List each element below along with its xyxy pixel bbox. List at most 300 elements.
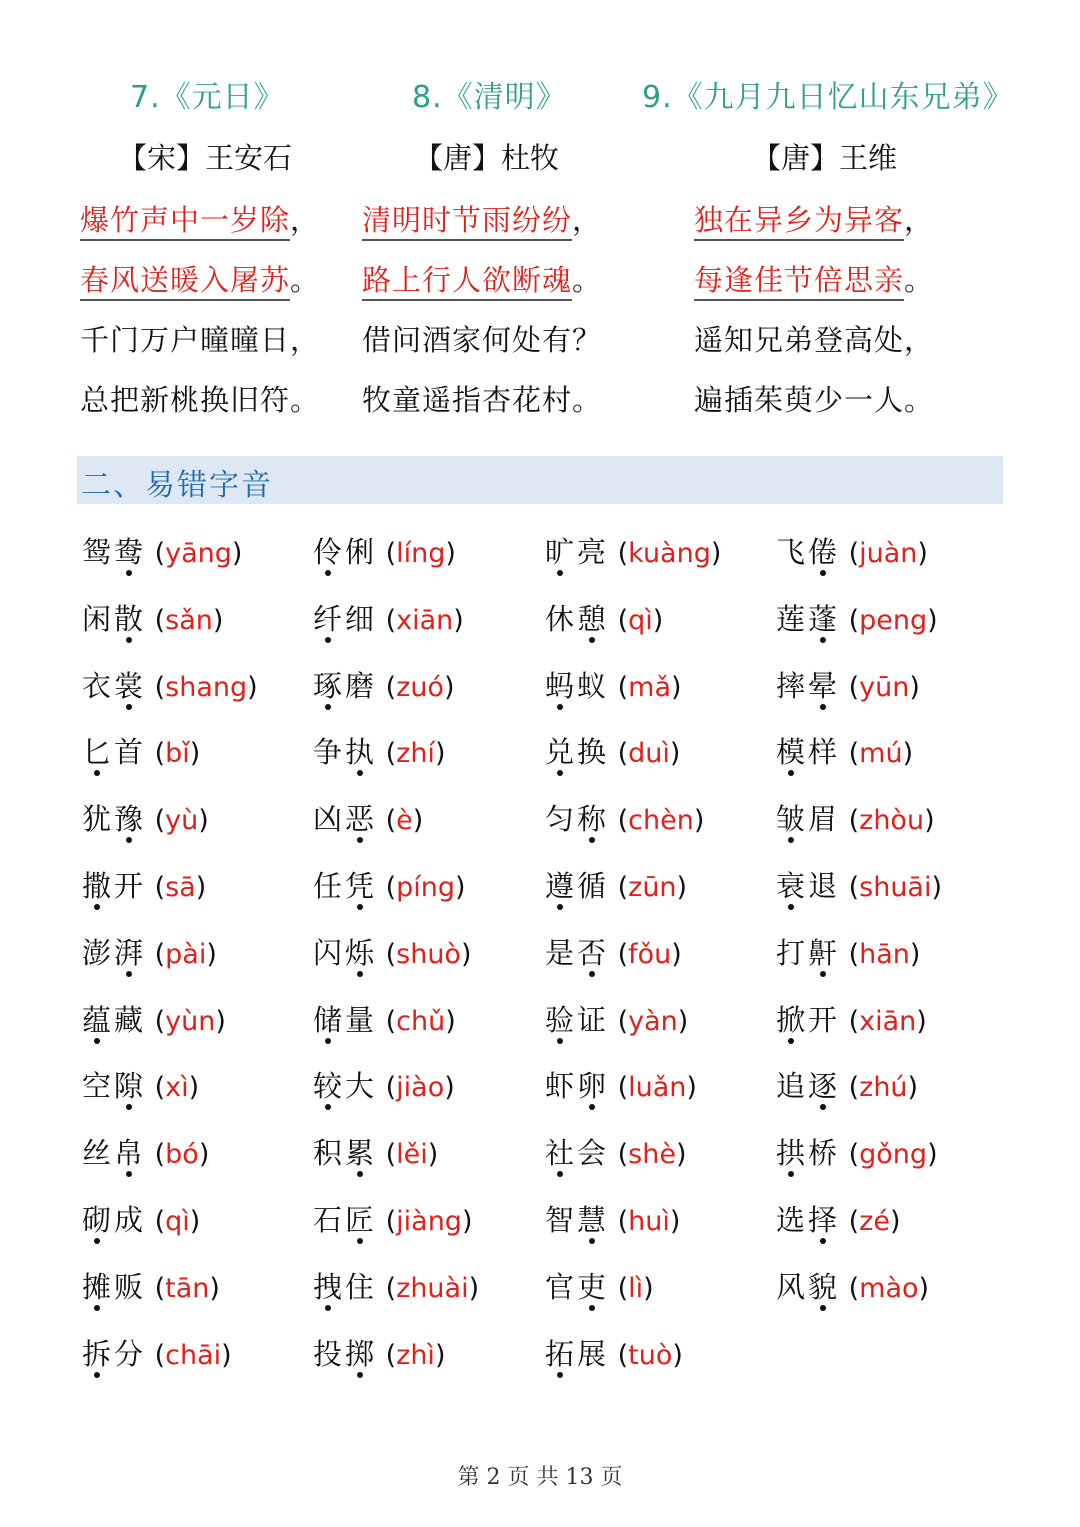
paren-open: (	[146, 1206, 166, 1237]
emphasis-dot	[557, 1372, 563, 1378]
pinyin: shuāi	[859, 872, 932, 903]
pinyin: sā	[165, 872, 196, 903]
emphasis-dot	[357, 904, 363, 910]
emphasis-dot	[126, 1171, 132, 1177]
emphasis-dot	[557, 1171, 563, 1177]
paren-close: )	[907, 1072, 919, 1103]
paren-close: )	[445, 1006, 456, 1037]
poem-line-punct: 。	[572, 383, 603, 417]
paren-close: )	[443, 672, 455, 703]
paren-close: )	[427, 1139, 439, 1170]
pinyin: tān	[165, 1273, 210, 1304]
paren-open: (	[609, 1072, 629, 1103]
paren-close: )	[918, 1273, 930, 1304]
paren-close: )	[221, 1340, 232, 1371]
emphasis-dot	[589, 1238, 595, 1244]
emphasis-dot	[820, 704, 826, 710]
pinyin: yùn	[165, 1006, 216, 1037]
pinyin: chǔ	[396, 1006, 446, 1037]
poem-line-punct: 。	[572, 263, 603, 297]
emphasis-dot	[589, 1104, 595, 1110]
paren-close: )	[206, 939, 217, 970]
word-chars: 智慧	[545, 1203, 610, 1237]
emphasis-dot	[325, 704, 331, 710]
emphasis-dot	[357, 770, 363, 776]
word-item	[776, 530, 928, 580]
word-chars: 摊贩	[82, 1270, 147, 1304]
paren-open: (	[840, 605, 860, 636]
word-chars: 社会	[545, 1136, 610, 1170]
paren-open: (	[609, 939, 629, 970]
paren-close: )	[677, 1006, 689, 1037]
pinyin: kuàng	[628, 538, 711, 569]
word-item	[313, 530, 456, 580]
word-chars: 匕首	[82, 735, 147, 769]
emphasis-dot	[94, 1372, 100, 1378]
emphasis-dot	[820, 1305, 826, 1311]
paren-close: )	[669, 738, 681, 769]
word-chars: 拽住	[313, 1270, 378, 1304]
poem-line-text: 总把新桃换旧符	[80, 383, 291, 417]
word-item	[545, 730, 680, 780]
word-item	[545, 931, 682, 981]
emphasis-dot	[589, 971, 595, 977]
pinyin: juàn	[859, 538, 918, 569]
word-item	[82, 597, 223, 647]
paren-close: )	[710, 538, 722, 569]
pinyin: bǐ	[165, 738, 190, 769]
word-chars: 伶俐	[313, 535, 378, 569]
paren-open: (	[377, 538, 397, 569]
paren-open: (	[840, 1006, 860, 1037]
poem-line	[694, 378, 934, 419]
poem-author: 【宋】王安石	[118, 141, 293, 175]
pinyin: jiàng	[396, 1206, 462, 1237]
poem-line-highlighted	[362, 258, 602, 299]
word-chars: 莲蓬	[776, 602, 841, 636]
pinyin: xì	[165, 1072, 189, 1103]
pinyin: xiān	[396, 605, 454, 636]
pinyin: shang	[165, 672, 248, 703]
emphasis-dot	[325, 637, 331, 643]
paren-close: )	[902, 738, 914, 769]
emphasis-dot	[357, 971, 363, 977]
word-chars: 兑换	[545, 735, 610, 769]
emphasis-dot	[788, 837, 794, 843]
word-item	[776, 864, 942, 914]
paren-close: )	[924, 805, 935, 836]
word-chars: 任凭	[313, 869, 378, 903]
word-chars: 闪烁	[313, 936, 378, 970]
word-item	[776, 1265, 929, 1315]
paren-open: (	[840, 1072, 860, 1103]
paren-open: (	[146, 738, 166, 769]
poem-line-text: 路上行人欲断魂	[362, 263, 572, 301]
word-chars: 积累	[313, 1136, 378, 1170]
paren-open: (	[609, 1206, 629, 1237]
paren-open: (	[377, 939, 397, 970]
word-item	[313, 998, 456, 1048]
word-item	[776, 1198, 900, 1248]
poem-line-punct: 。	[290, 263, 321, 297]
emphasis-dot	[325, 570, 331, 576]
paren-close: )	[189, 738, 201, 769]
pinyin: zhí	[396, 738, 435, 769]
pinyin: lěi	[396, 1139, 428, 1170]
paren-open: (	[840, 738, 860, 769]
word-item	[82, 931, 217, 981]
paren-open: (	[609, 738, 629, 769]
poem-line-text: 清明时节雨纷纷	[362, 203, 572, 241]
paren-open: (	[609, 1006, 629, 1037]
paren-open: (	[609, 1273, 629, 1304]
paren-open: (	[609, 672, 629, 703]
emphasis-dot	[589, 637, 595, 643]
word-item	[776, 730, 913, 780]
word-item	[313, 864, 466, 914]
poem-line-text: 借问酒家何处有	[362, 323, 573, 357]
pinyin: zhú	[859, 1072, 908, 1103]
paren-close: )	[672, 1340, 683, 1371]
paren-close: )	[460, 939, 472, 970]
poem-line	[80, 318, 320, 359]
emphasis-dot	[557, 570, 563, 576]
pinyin: gǒng	[859, 1139, 928, 1170]
word-chars: 休憩	[545, 602, 610, 636]
poem-author: 【唐】杜牧	[414, 141, 560, 175]
poem-line-punct: 。	[290, 383, 321, 417]
paren-open: (	[377, 805, 397, 836]
word-item	[313, 1332, 445, 1382]
word-item	[313, 597, 464, 647]
paren-close: )	[198, 1139, 210, 1170]
emphasis-dot	[126, 1104, 132, 1110]
emphasis-dot	[557, 770, 563, 776]
pinyin: luǎn	[628, 1072, 687, 1103]
pinyin: è	[396, 805, 413, 836]
word-chars: 打鼾	[776, 936, 841, 970]
pinyin: yù	[165, 805, 199, 836]
emphasis-dot	[126, 971, 132, 977]
paren-close: )	[909, 939, 921, 970]
paren-close: )	[189, 1206, 201, 1237]
word-item	[82, 664, 258, 714]
paren-close: )	[444, 1072, 455, 1103]
word-chars: 官吏	[545, 1270, 610, 1304]
emphasis-dot	[788, 1038, 794, 1044]
word-item	[545, 1198, 680, 1248]
pinyin: sǎn	[165, 605, 213, 636]
paren-close: )	[671, 939, 682, 970]
emphasis-dot	[325, 1038, 331, 1044]
poem-line	[362, 378, 602, 419]
word-chars: 投掷	[313, 1337, 378, 1371]
poem-line-punct: ，	[290, 203, 321, 237]
paren-open: (	[609, 1139, 629, 1170]
paren-open: (	[840, 672, 860, 703]
paren-close: )	[916, 1006, 927, 1037]
paren-close: )	[434, 738, 446, 769]
paren-close: )	[468, 1273, 480, 1304]
word-item	[313, 797, 423, 847]
paren-open: (	[840, 1139, 860, 1170]
word-item	[776, 597, 938, 647]
emphasis-dot	[788, 1171, 794, 1177]
emphasis-dot	[94, 1238, 100, 1244]
pinyin: jiào	[396, 1072, 445, 1103]
word-chars: 追逐	[776, 1069, 841, 1103]
word-item	[545, 664, 682, 714]
word-item	[82, 998, 226, 1048]
word-chars: 拆分	[82, 1337, 147, 1371]
pinyin: mǎ	[628, 672, 671, 703]
page-footer: 第 2 页 共 13 页	[457, 1465, 623, 1490]
paren-open: (	[146, 1006, 166, 1037]
poem-line-highlighted	[362, 198, 602, 239]
poem-line-text: 爆竹声中一岁除	[80, 203, 290, 241]
emphasis-dot	[820, 637, 826, 643]
paren-open: (	[840, 872, 860, 903]
word-chars: 蕴藏	[82, 1003, 147, 1037]
poem-line-punct: 。	[904, 383, 935, 417]
word-chars: 储量	[313, 1003, 378, 1037]
word-chars: 衣裳	[82, 669, 147, 703]
pinyin: tuò	[628, 1340, 673, 1371]
word-chars: 风貌	[776, 1270, 841, 1304]
pinyin: fǒu	[628, 939, 672, 970]
paren-close: )	[669, 1206, 681, 1237]
word-chars: 琢磨	[313, 669, 378, 703]
word-item	[545, 1064, 697, 1114]
word-item	[313, 931, 472, 981]
pinyin: hān	[859, 939, 910, 970]
pinyin: píng	[396, 872, 456, 903]
paren-open: (	[609, 1340, 629, 1371]
paren-close: )	[195, 872, 207, 903]
emphasis-dot	[589, 1305, 595, 1311]
word-item	[545, 597, 663, 647]
word-item	[82, 730, 200, 780]
emphasis-dot	[820, 1104, 826, 1110]
word-item	[545, 998, 688, 1048]
word-item	[545, 530, 721, 580]
paren-open: (	[146, 939, 166, 970]
paren-close: )	[247, 672, 258, 703]
poem-line-punct: ？	[572, 323, 603, 357]
pinyin: huì	[628, 1206, 670, 1237]
word-chars: 空隙	[82, 1069, 147, 1103]
word-chars: 纤细	[313, 602, 378, 636]
pinyin: zhì	[396, 1340, 435, 1371]
emphasis-dot	[357, 1372, 363, 1378]
pinyin: yàn	[628, 1006, 678, 1037]
pinyin: duì	[628, 738, 670, 769]
poem-author: 【唐】王维	[752, 141, 898, 175]
paren-open: (	[840, 805, 860, 836]
paren-open: (	[146, 672, 166, 703]
paren-open: (	[377, 672, 397, 703]
section-header	[77, 456, 1003, 504]
poem-line	[362, 318, 602, 359]
paren-open: (	[377, 1340, 397, 1371]
word-item	[776, 797, 935, 847]
word-chars: 虾卵	[545, 1069, 610, 1103]
poem-line-highlighted	[80, 198, 320, 239]
paren-close: )	[675, 1139, 687, 1170]
word-chars: 飞倦	[776, 535, 841, 569]
word-item	[776, 998, 927, 1048]
pinyin: mào	[859, 1273, 919, 1304]
pinyin: pài	[165, 939, 207, 970]
pinyin: chèn	[628, 805, 694, 836]
poem-line-text: 每逢佳节倍思亲	[694, 263, 904, 301]
word-item	[82, 530, 242, 580]
paren-close: )	[434, 1340, 446, 1371]
word-chars: 摔晕	[776, 669, 841, 703]
emphasis-dot	[820, 971, 826, 977]
poem-title: 7.《元日》	[130, 80, 285, 115]
paren-open: (	[377, 1139, 397, 1170]
poem-title: 8.《清明》	[412, 80, 567, 115]
poem-line-punct: ，	[290, 323, 321, 357]
paren-close: )	[231, 538, 243, 569]
pinyin: chāi	[165, 1340, 222, 1371]
word-item	[82, 797, 209, 847]
word-item	[313, 1064, 455, 1114]
pinyin: zé	[859, 1206, 890, 1237]
word-chars: 澎湃	[82, 936, 147, 970]
word-chars: 拓展	[545, 1337, 610, 1371]
paren-open: (	[377, 1206, 397, 1237]
word-item	[313, 1131, 438, 1181]
pinyin: zhuài	[396, 1273, 469, 1304]
word-item	[545, 864, 687, 914]
emphasis-dot	[788, 904, 794, 910]
pinyin: xiān	[859, 1006, 917, 1037]
emphasis-dot	[126, 570, 132, 576]
pinyin: zūn	[628, 872, 677, 903]
emphasis-dot	[557, 1038, 563, 1044]
emphasis-dot	[126, 837, 132, 843]
paren-open: (	[377, 738, 397, 769]
paren-open: (	[146, 538, 166, 569]
paren-open: (	[146, 1072, 166, 1103]
emphasis-dot	[589, 837, 595, 843]
word-chars: 凶恶	[313, 802, 378, 836]
paren-close: )	[412, 805, 424, 836]
word-chars: 皱眉	[776, 802, 841, 836]
poem-line-text: 牧童遥指杏花村	[362, 383, 573, 417]
word-item	[82, 864, 206, 914]
paren-open: (	[609, 805, 629, 836]
paren-close: )	[215, 1006, 226, 1037]
paren-open: (	[146, 872, 166, 903]
pinyin: bó	[165, 1139, 199, 1170]
pinyin: peng	[859, 605, 928, 636]
word-item	[545, 1131, 686, 1181]
paren-close: )	[643, 1273, 654, 1304]
word-chars: 选择	[776, 1203, 841, 1237]
word-item	[82, 1198, 200, 1248]
paren-close: )	[188, 1072, 200, 1103]
paren-close: )	[889, 1206, 901, 1237]
emphasis-dot	[820, 1238, 826, 1244]
paren-open: (	[146, 605, 166, 636]
paren-open: (	[609, 538, 629, 569]
word-chars: 拱桥	[776, 1136, 841, 1170]
word-chars: 遵循	[545, 869, 610, 903]
word-chars: 石匠	[313, 1203, 378, 1237]
paren-open: (	[609, 872, 629, 903]
emphasis-dot	[126, 704, 132, 710]
paren-close: )	[917, 538, 928, 569]
emphasis-dot	[94, 904, 100, 910]
paren-open: (	[146, 1139, 166, 1170]
word-item	[313, 1198, 473, 1248]
paren-close: )	[209, 1273, 220, 1304]
word-chars: 验证	[545, 1003, 610, 1037]
emphasis-dot	[357, 1238, 363, 1244]
paren-close: )	[652, 605, 664, 636]
pinyin: líng	[396, 538, 446, 569]
poem-line	[80, 378, 320, 419]
poem-line-text: 独在异乡为异客	[694, 203, 904, 241]
emphasis-dot	[820, 570, 826, 576]
paren-open: (	[377, 872, 397, 903]
emphasis-dot	[325, 1305, 331, 1311]
word-item	[82, 1064, 199, 1114]
pinyin: zuó	[396, 672, 444, 703]
paren-open: (	[146, 805, 166, 836]
paren-open: (	[146, 1340, 166, 1371]
poem-line-highlighted	[80, 258, 320, 299]
poem-line-punct: 。	[904, 263, 935, 297]
paren-close: )	[453, 605, 464, 636]
paren-close: )	[927, 605, 938, 636]
paren-open: (	[609, 605, 629, 636]
word-chars: 撒开	[82, 869, 147, 903]
paren-open: (	[840, 1206, 860, 1237]
pinyin: shuò	[396, 939, 461, 970]
word-item	[776, 931, 920, 981]
paren-open: (	[146, 1273, 166, 1304]
word-chars: 模样	[776, 735, 841, 769]
word-chars: 较大	[313, 1069, 378, 1103]
word-chars: 掀开	[776, 1003, 841, 1037]
word-chars: 砌成	[82, 1203, 147, 1237]
paren-open: (	[840, 538, 860, 569]
pinyin: qì	[165, 1206, 190, 1237]
word-item	[545, 1265, 654, 1315]
paren-close: )	[686, 1072, 697, 1103]
pinyin: zhòu	[859, 805, 925, 836]
pinyin: lì	[628, 1273, 644, 1304]
poem-line-text: 千门万户曈曈日	[80, 323, 291, 357]
paren-close: )	[461, 1206, 473, 1237]
word-item	[313, 1265, 479, 1315]
pinyin: qì	[628, 605, 653, 636]
pinyin: yāng	[165, 538, 232, 569]
paren-close: )	[927, 1139, 938, 1170]
poem-line-punct: ，	[904, 323, 935, 357]
word-chars: 鸳鸯	[82, 535, 147, 569]
emphasis-dot	[94, 1305, 100, 1311]
word-chars: 蚂蚁	[545, 669, 610, 703]
word-item	[545, 1332, 683, 1382]
paren-close: )	[198, 805, 209, 836]
emphasis-dot	[357, 837, 363, 843]
word-chars: 衰退	[776, 869, 841, 903]
